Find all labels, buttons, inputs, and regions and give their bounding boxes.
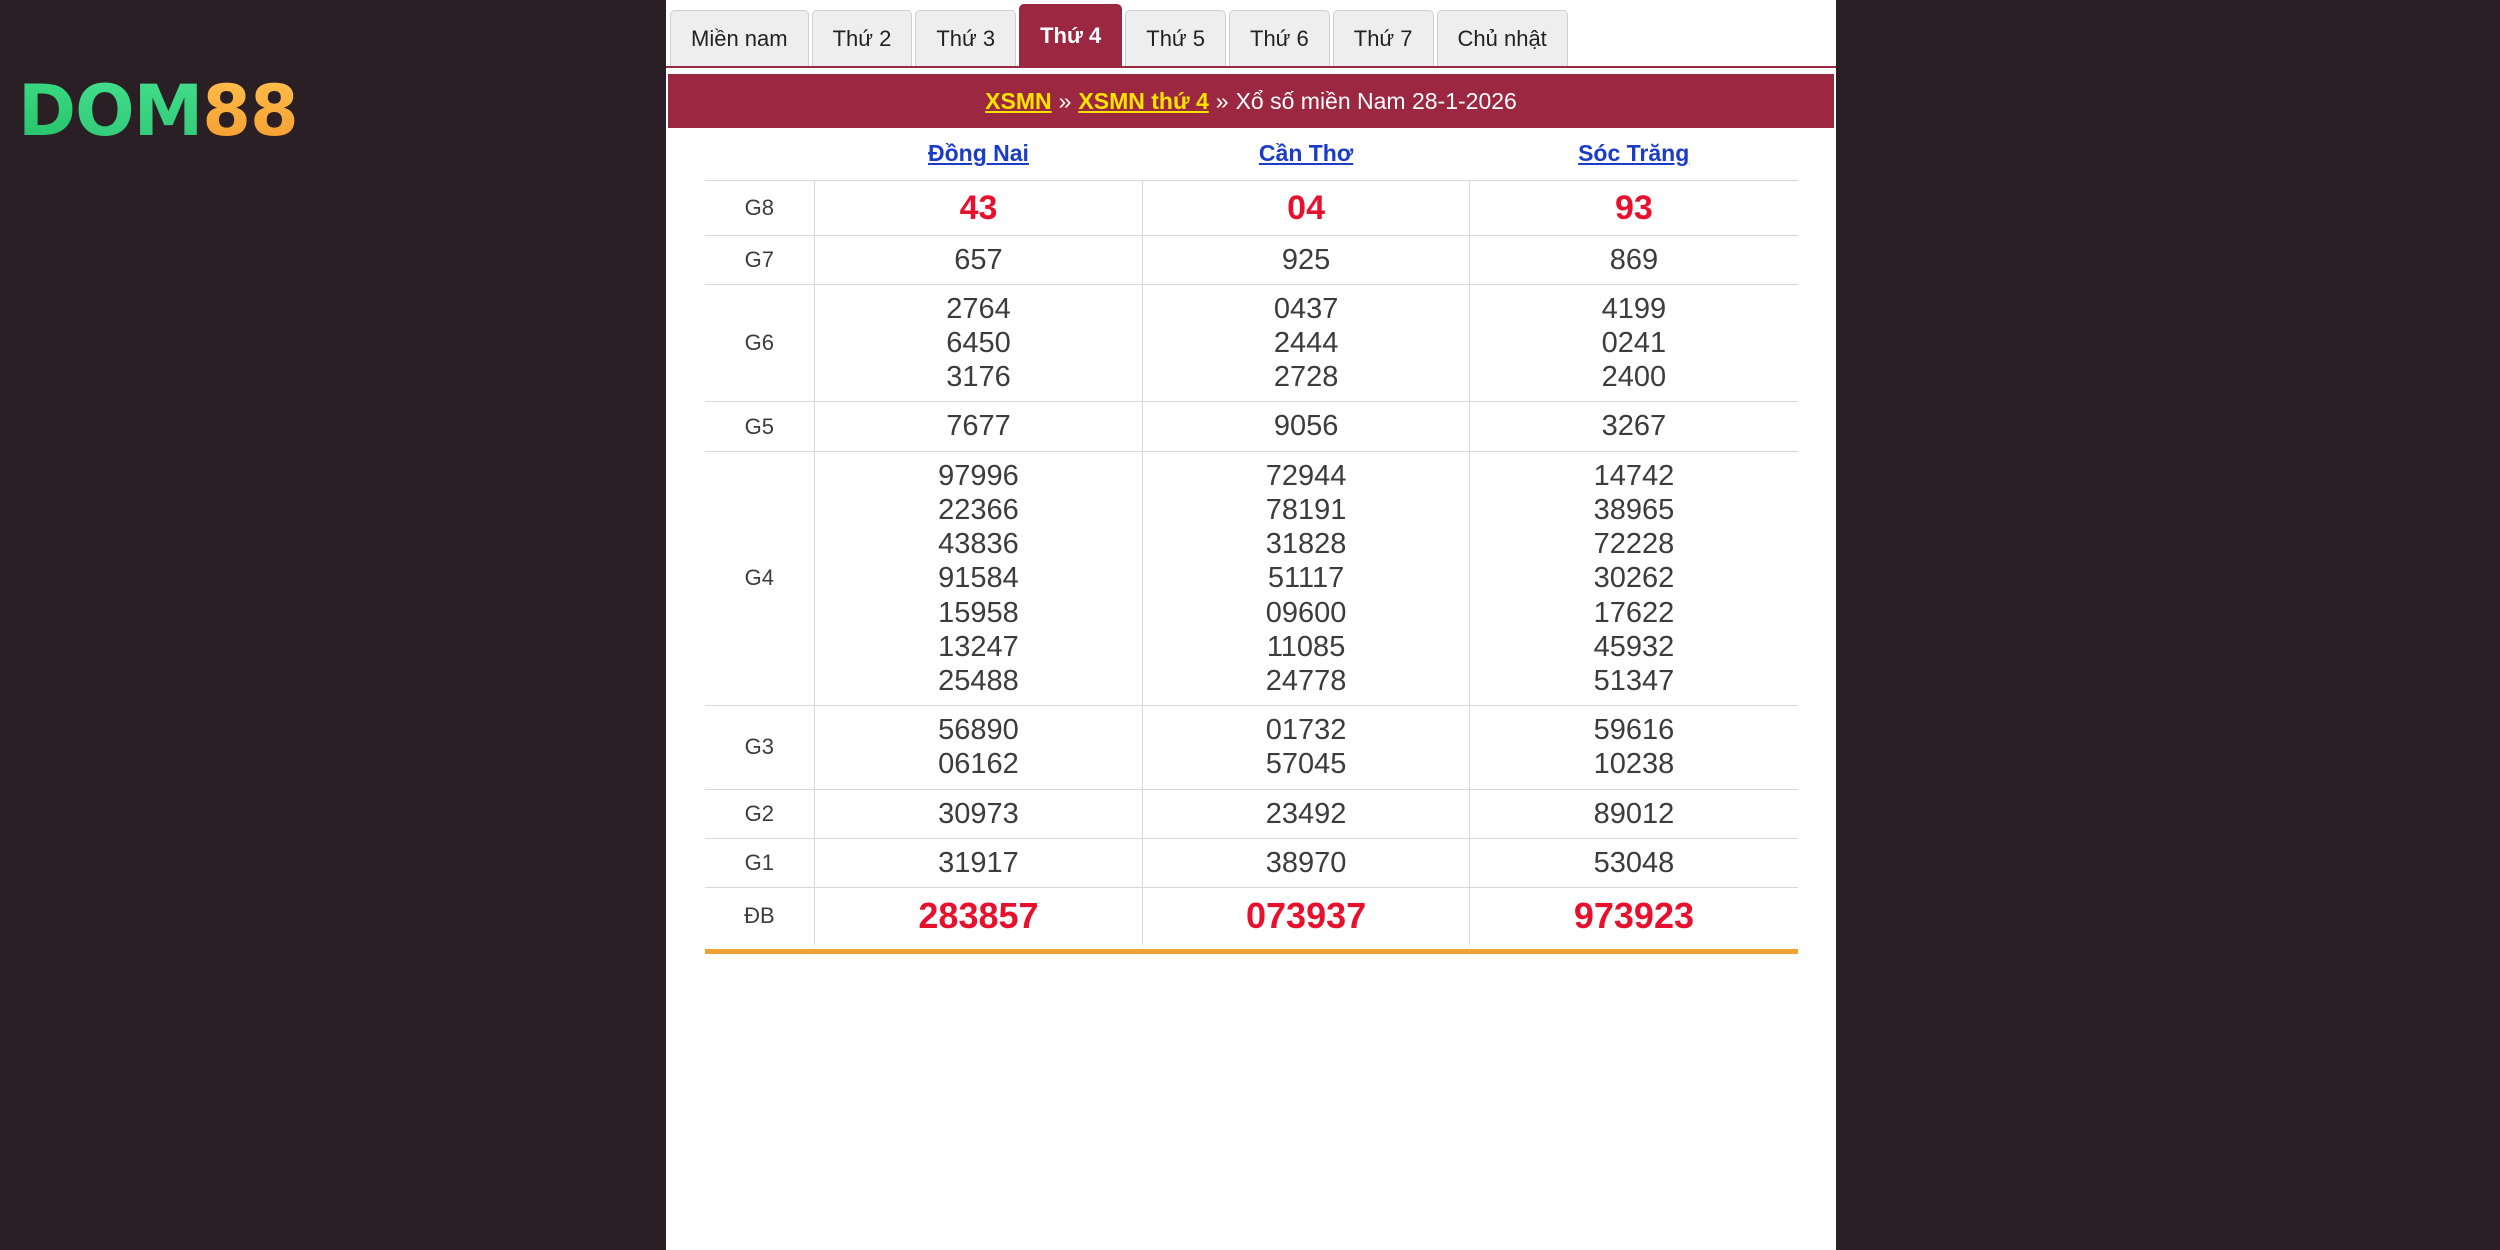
result-number: 17622 (1593, 596, 1675, 629)
prize-label-7: G1 (705, 838, 815, 887)
result-number: 51117 (1267, 562, 1345, 595)
prize-label-8: ĐB (705, 888, 815, 945)
breadcrumb-link-xsmn[interactable]: XSMN (985, 87, 1052, 114)
breadcrumb-link-xsmn-thu-4[interactable]: XSMN thứ 4 (1078, 87, 1209, 114)
result-number: 56890 (938, 714, 1019, 747)
prize-label-2: G6 (705, 284, 815, 402)
result-number: 38965 (1593, 493, 1675, 526)
table-row (705, 789, 1798, 838)
table-corner-cell (705, 128, 815, 180)
breadcrumb-current-page: Xổ số miền Nam 28-1-2026 (1235, 87, 1517, 114)
result-number: 2400 (1601, 361, 1667, 394)
result-cell (1142, 789, 1470, 838)
result-number: 24778 (1265, 665, 1347, 698)
prize-label-4: G4 (705, 451, 815, 706)
result-number: 22366 (938, 493, 1019, 526)
prize-label-3: G5 (705, 402, 815, 451)
result-cell (1470, 789, 1798, 838)
result-number: 72228 (1593, 528, 1675, 561)
result-number: 657 (954, 243, 1003, 276)
logo-part-3: 88 (202, 70, 298, 152)
table-row (705, 402, 1798, 451)
result-number: 93 (1615, 188, 1653, 227)
tab-6[interactable]: Thứ 7 (1333, 10, 1434, 66)
content-panel (666, 0, 1836, 1250)
result-number: 3267 (1601, 410, 1667, 443)
result-number: 3176 (946, 361, 1011, 394)
province-link-1[interactable]: Cần Thơ (1258, 140, 1354, 167)
prize-label-5: G3 (705, 706, 815, 789)
result-number: 4199 (1601, 292, 1667, 325)
result-cell (815, 706, 1143, 789)
result-cell (1142, 838, 1470, 887)
table-row (705, 706, 1798, 789)
tab-0[interactable]: Miền nam (670, 10, 809, 66)
result-number: 30262 (1593, 562, 1675, 595)
column-header-2 (1470, 128, 1798, 180)
result-number: 72944 (1265, 459, 1347, 492)
result-number: 53048 (1593, 846, 1675, 879)
result-cell (815, 402, 1143, 451)
result-number: 13247 (938, 630, 1019, 663)
result-number: 6450 (946, 327, 1011, 360)
table-row (705, 284, 1798, 402)
table-body (705, 180, 1798, 945)
result-number: 43836 (938, 528, 1019, 561)
result-cell (815, 789, 1143, 838)
breadcrumb (668, 74, 1834, 128)
result-cell (815, 888, 1143, 945)
lottery-results-table (705, 128, 1798, 945)
prize-label-1: G7 (705, 235, 815, 284)
result-number: 2444 (1273, 327, 1339, 360)
result-cell (1142, 180, 1470, 235)
result-cell (815, 180, 1143, 235)
breadcrumb-separator-1: » (1058, 87, 1072, 114)
result-cell (1470, 402, 1798, 451)
result-number: 2728 (1273, 361, 1339, 394)
result-number: 59616 (1593, 714, 1675, 747)
table-row (705, 838, 1798, 887)
result-number: 38970 (1265, 846, 1347, 879)
result-number: 2764 (946, 292, 1011, 325)
result-number: 073937 (1246, 895, 1367, 937)
day-tab-bar (666, 0, 1836, 68)
table-header-row (705, 128, 1798, 180)
province-link-0[interactable]: Đồng Nai (928, 140, 1029, 167)
site-logo[interactable] (18, 70, 298, 152)
result-number: 23492 (1265, 797, 1347, 830)
result-number: 06162 (938, 748, 1019, 781)
result-number: 10238 (1593, 748, 1675, 781)
result-number: 01732 (1265, 714, 1347, 747)
result-number: 973923 (1573, 895, 1694, 937)
result-cell (1470, 838, 1798, 887)
result-number: 11085 (1266, 630, 1346, 663)
result-cell (1142, 235, 1470, 284)
result-number: 04 (1287, 188, 1325, 227)
table-row (705, 888, 1798, 945)
tab-2[interactable]: Thứ 3 (915, 10, 1016, 66)
result-cell (1470, 451, 1798, 706)
result-cell (815, 451, 1143, 706)
result-cell (1142, 888, 1470, 945)
result-number: 0437 (1273, 292, 1339, 325)
result-number: 97996 (938, 459, 1019, 492)
result-number: 25488 (938, 665, 1019, 698)
prize-label-6: G2 (705, 789, 815, 838)
table-row (705, 235, 1798, 284)
result-number: 89012 (1593, 797, 1675, 830)
tab-3[interactable]: Thứ 4 (1019, 4, 1122, 66)
result-number: 43 (959, 188, 998, 227)
result-number: 7677 (946, 410, 1011, 443)
result-cell (1470, 706, 1798, 789)
tab-7[interactable]: Chủ nhật (1437, 10, 1568, 66)
column-header-1 (1142, 128, 1470, 180)
result-number: 15958 (938, 596, 1019, 629)
tab-4[interactable]: Thứ 5 (1125, 10, 1226, 66)
result-number: 31917 (938, 846, 1019, 879)
result-number: 0241 (1601, 327, 1667, 360)
table-row (705, 180, 1798, 235)
result-number: 30973 (938, 797, 1019, 830)
tab-1[interactable]: Thứ 2 (812, 10, 913, 66)
table-row (705, 451, 1798, 706)
column-header-0 (815, 128, 1143, 180)
result-cell (1142, 451, 1470, 706)
result-number: 283857 (918, 895, 1039, 937)
result-number: 14742 (1593, 459, 1675, 492)
result-number: 869 (1609, 243, 1659, 276)
bottom-rule (705, 949, 1798, 954)
result-cell (1142, 402, 1470, 451)
result-number: 09600 (1265, 596, 1347, 629)
result-number: 57045 (1265, 748, 1347, 781)
result-cell (1470, 180, 1798, 235)
province-link-2[interactable]: Sóc Trăng (1578, 140, 1690, 167)
result-number: 925 (1281, 243, 1331, 276)
result-number: 31828 (1265, 528, 1347, 561)
prize-label-0: G8 (705, 180, 815, 235)
result-number: 9056 (1273, 410, 1339, 443)
breadcrumb-separator-2: » (1215, 87, 1229, 114)
result-cell (1470, 888, 1798, 945)
result-cell (1142, 284, 1470, 402)
result-cell (1470, 235, 1798, 284)
result-cell (1142, 706, 1470, 789)
result-cell (815, 284, 1143, 402)
result-number: 45932 (1593, 630, 1675, 663)
result-cell (1470, 284, 1798, 402)
result-number: 78191 (1265, 493, 1347, 526)
logo-part-2: OM (75, 70, 203, 152)
tab-5[interactable]: Thứ 6 (1229, 10, 1330, 66)
result-number: 91584 (938, 562, 1019, 595)
result-number: 51347 (1593, 665, 1675, 698)
logo-part-1: D (18, 70, 76, 152)
result-cell (815, 838, 1143, 887)
result-cell (815, 235, 1143, 284)
